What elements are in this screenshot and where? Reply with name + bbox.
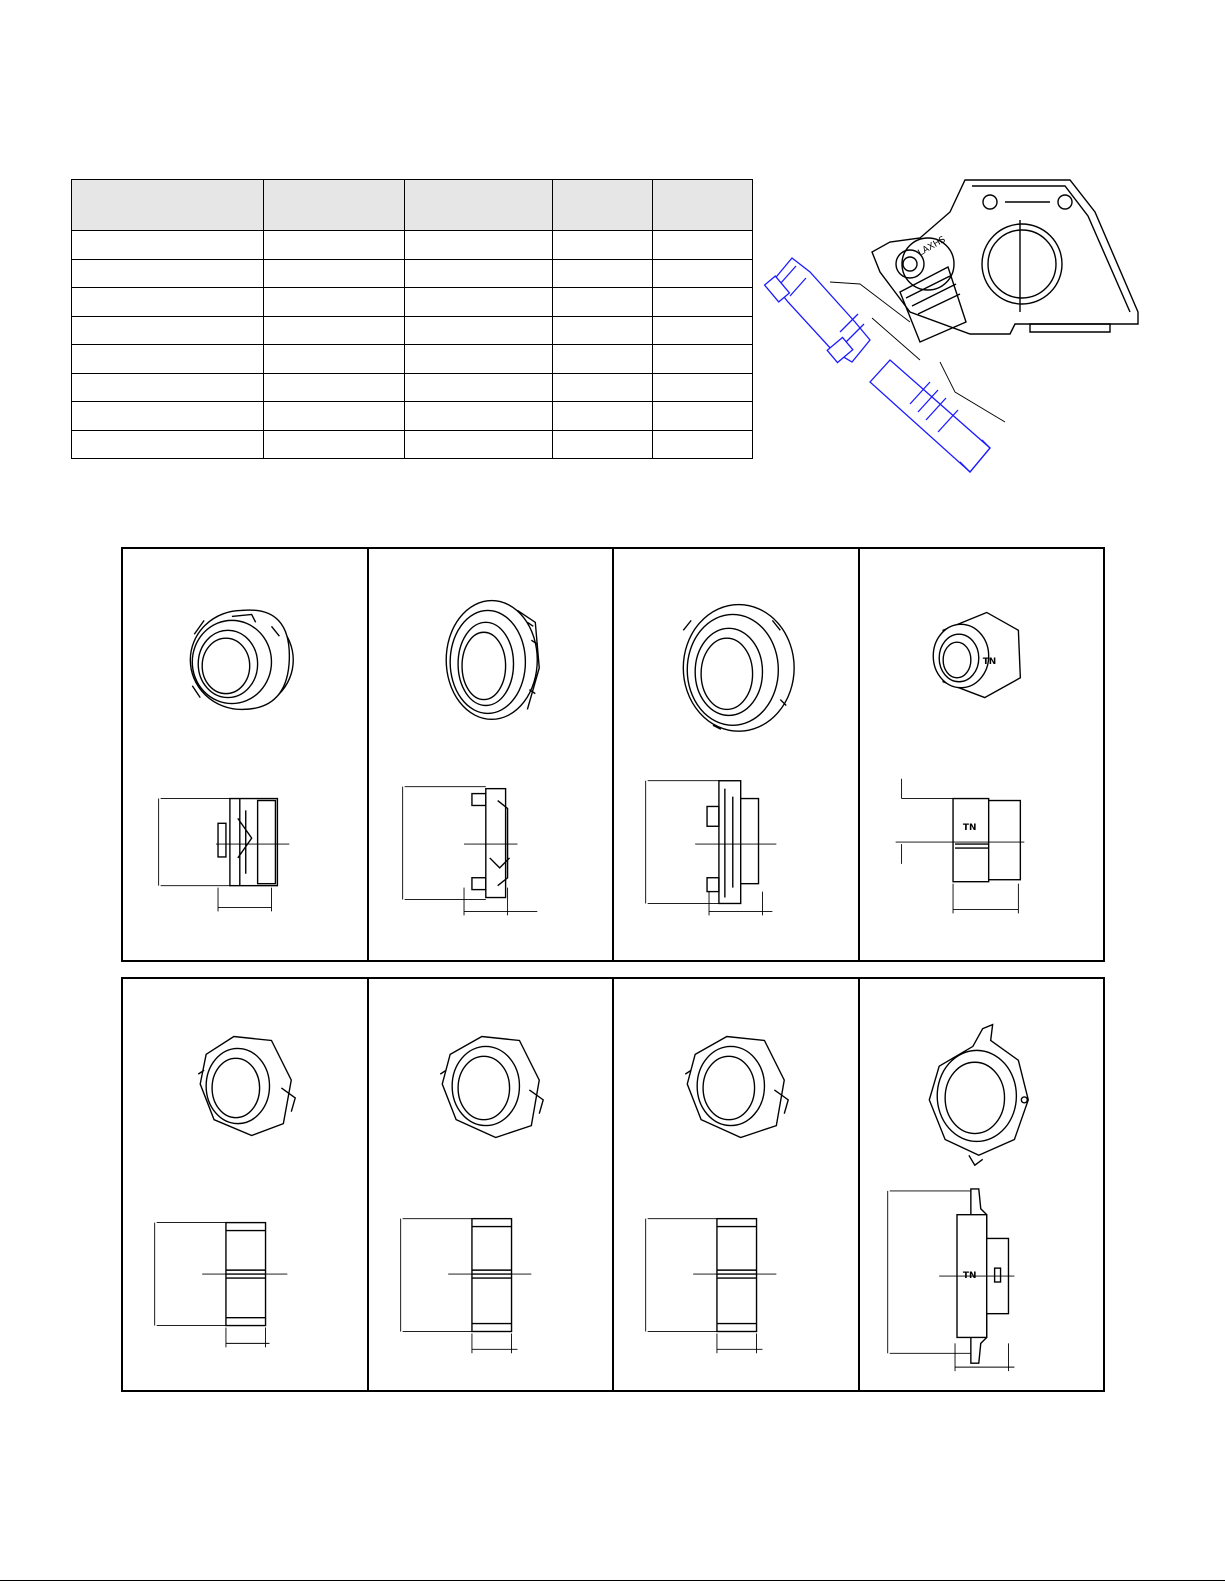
side-view <box>159 799 290 912</box>
valve-seat-blue <box>870 360 990 472</box>
isometric-view <box>446 601 539 720</box>
table-row <box>72 345 753 374</box>
header-cell <box>405 180 553 231</box>
table-row <box>72 288 753 317</box>
valve-exploded-view-icon <box>760 172 1150 487</box>
product-cell-coupling-female-logo[interactable] <box>860 549 1104 960</box>
table-row <box>72 316 753 345</box>
product-cell-swivel-coupling-rocker-lug[interactable] <box>860 979 1104 1390</box>
product-cell-swivel-coupling-3[interactable] <box>614 979 860 1390</box>
isometric-view <box>198 1037 295 1136</box>
svg-text:TN: TN <box>962 1271 976 1282</box>
isometric-view <box>683 605 794 732</box>
spec-table-header <box>72 180 753 231</box>
isometric-view <box>929 1025 1028 1166</box>
isometric-view <box>440 1037 543 1138</box>
side-view <box>646 1219 777 1354</box>
side-view <box>400 1219 531 1354</box>
valve-body <box>872 180 1138 342</box>
isometric-view <box>190 610 293 709</box>
coupling-part-icon <box>123 549 367 960</box>
product-cell-storz-adapter-3[interactable] <box>614 549 860 960</box>
table-row <box>72 259 753 288</box>
table-row <box>72 373 753 402</box>
coupling-part-icon <box>614 549 858 960</box>
side-view <box>402 787 537 916</box>
side-view <box>646 781 777 916</box>
coupling-part-icon <box>369 979 613 1390</box>
header-cell <box>653 180 753 231</box>
side-view <box>887 1189 1014 1371</box>
coupling-part-icon <box>123 979 367 1390</box>
table-row <box>72 402 753 431</box>
isometric-view <box>933 612 1020 697</box>
header-cell <box>553 180 653 231</box>
product-grid-row-1 <box>121 547 1105 962</box>
product-cell-storz-adapter-1[interactable] <box>123 549 369 960</box>
product-grid-row-2 <box>121 977 1105 1392</box>
header-cell <box>264 180 405 231</box>
svg-text:TN: TN <box>962 823 976 834</box>
page-bottom-rule <box>0 1580 1225 1581</box>
product-cell-swivel-coupling-2[interactable] <box>369 979 615 1390</box>
header-cell <box>72 180 264 231</box>
svg-text:LAXHS: LAXHS <box>916 234 948 259</box>
coupling-part-icon <box>369 549 613 960</box>
coupling-part-icon <box>860 549 1104 960</box>
table-row <box>72 231 753 260</box>
coupling-part-icon <box>860 979 1104 1390</box>
table-row <box>72 430 753 459</box>
coupling-part-icon <box>614 979 858 1390</box>
isometric-view <box>685 1037 788 1138</box>
valve-stem-blue <box>765 258 870 363</box>
side-view <box>155 1223 288 1348</box>
svg-text:TN: TN <box>982 656 996 667</box>
product-cell-swivel-coupling-1[interactable] <box>123 979 369 1390</box>
spec-table <box>71 179 753 459</box>
side-view <box>895 779 1024 914</box>
product-cell-storz-adapter-2[interactable] <box>369 549 615 960</box>
